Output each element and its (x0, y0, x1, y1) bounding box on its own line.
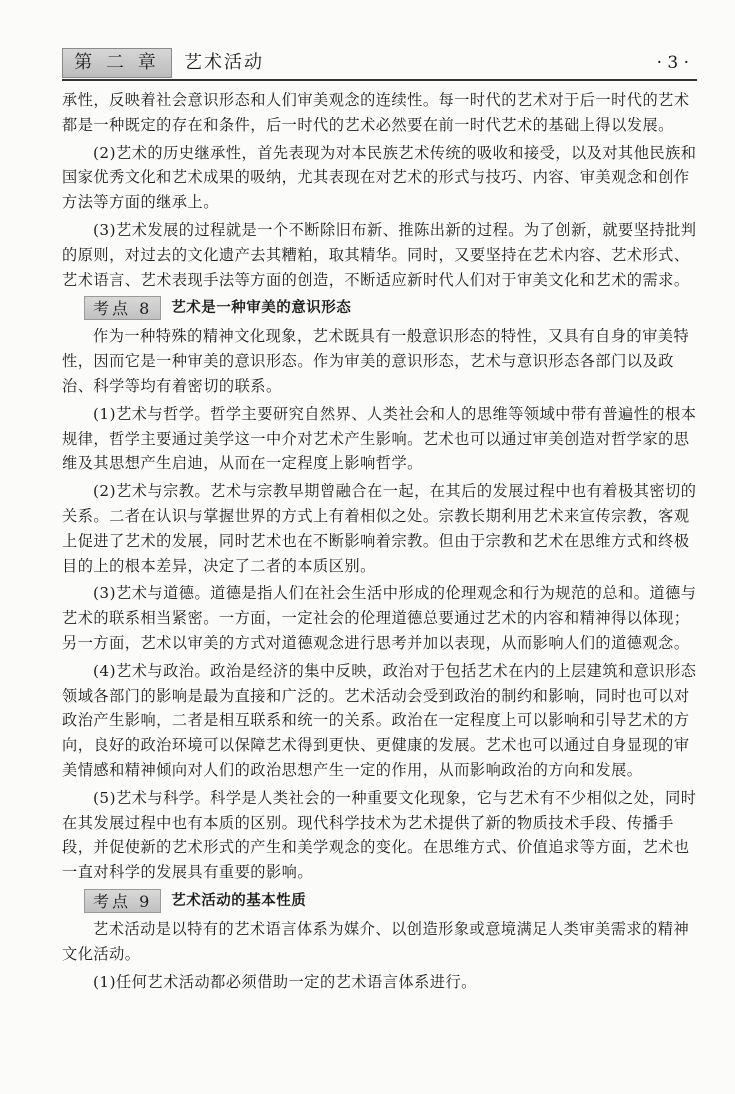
kaodian-title: 艺术是一种审美的意识形态 (171, 299, 352, 316)
page-number: · 3 · (656, 53, 689, 73)
chapter-title: 艺术活动 (184, 52, 264, 73)
paragraph: (4)艺术与政治。政治是经济的集中反映，政治对于包括艺术在内的上层建筑和意识形态领域各部门的影响是最为直接和广泛的。艺术活动会受到政治的制约和影响，同时也可以对政治产生影响，二者是相互联系和统一的关系。政治在一定程度上可以影响和引导艺术的方向，良好的政治环境可以保障艺术得到更快、更健康的发展。艺术也可以通过自身显现的审美情感和精神倾向对人们的政治思想产生一定的作用，从而影响政治的方向和发展。 (62, 661, 697, 779)
paragraph: (2)艺术与宗教。艺术与宗教早期曾融合在一起，在其后的发展过程中也有着极其密切的关系。二者在认识与掌握世界的方式上有着相似之处。宗教长期利用艺术来宣传宗教，客观上促进了艺术的发展，同时艺术也在不断影响着宗教。但由于宗教和艺术在思维方式和终极目的上的根本差异，决定了二者的本质区别。 (62, 482, 697, 575)
kaodian-heading (84, 888, 698, 914)
paragraph: (3)艺术发展的过程就是一个不断除旧布新、推陈出新的过程。为了创新，就要坚持批判的原则，对过去的文化遗产去其糟粕，取其精华。同时，又要坚持在艺术内容、艺术形式、艺术语言、艺术表现手法等方面的创造，不断适应新时代人们对于审美文化和艺术的需求。 (62, 220, 697, 289)
kaodian-label: 考点 9 (84, 889, 161, 913)
paragraph: (5)艺术与科学。科学是人类社会的一种重要文化现象，它与艺术有不少相似之处，同时在其发展过程中也有本质的区别。现代科学技术为艺术提供了新的物质技术手段、传播手段，并促使新的艺术形式的产生和美学观念的变化。在思维方式、价值追求等方面，艺术也一直对科学的发展具有重要的影响。 (62, 788, 697, 882)
kaodian-label: 考点 8 (84, 296, 161, 320)
paragraph: (1)任何艺术活动都必须借助一定的艺术语言体系进行。 (93, 972, 477, 991)
paragraph: (1)艺术与哲学。哲学主要研究自然界、人类社会和人的思维等领域中带有普遍性的根本规律，哲学主要通过美学这一中介对艺术产生影响。艺术也可以通过审美创造对哲学家的思维及其思想产生启迪，从而在一定程度上影响哲学。 (62, 404, 697, 473)
page-header (62, 48, 697, 78)
kaodian-title: 艺术活动的基本性质 (171, 892, 307, 909)
kaodian-heading (84, 295, 698, 321)
paragraph: (3)艺术与道德。道德是指人们在社会生活中形成的伦理观念和行为规范的总和。道德与艺术的联系相当紧密。一方面，一定社会的伦理道德总要通过艺术的内容和精神得以体现；另一方面，艺术以审美的方式对道德观念进行思考并加以表现，从而影响人们的道德观念。 (62, 584, 697, 652)
paragraph: 作为一种特殊的精神文化现象，艺术既具有一般意识形态的特性，又具有自身的审美特性，因而它是一种审美的意识形态。作为审美的意识形态，艺术与意识形态各部门以及政治、科学等均有着密切的联系。 (62, 327, 690, 395)
paragraph: 艺术活动是以特有的艺术语言体系为媒介、以创造形象或意境满足人类审美需求的精神文化活动。 (62, 919, 690, 963)
paragraph: (2)艺术的历史继承性，首先表现为对本民族艺术传统的吸收和接受，以及对其他民族和国家优秀文化和艺术成果的吸纳，尤其表现在对艺术的形式与技巧、内容、审美观念和创作方法等方面的继承上。 (62, 143, 697, 212)
paragraph: 承性，反映着社会意识形态和人们审美观念的连续性。每一时代的艺术对于后一时代的艺术都是一种既定的存在和条件，后一时代的艺术必然要在前一时代艺术的基础上得以发展。 (62, 91, 690, 134)
page-body (62, 88, 698, 994)
chapter-label: 第 二 章 (62, 48, 172, 78)
header-rule (62, 79, 697, 81)
